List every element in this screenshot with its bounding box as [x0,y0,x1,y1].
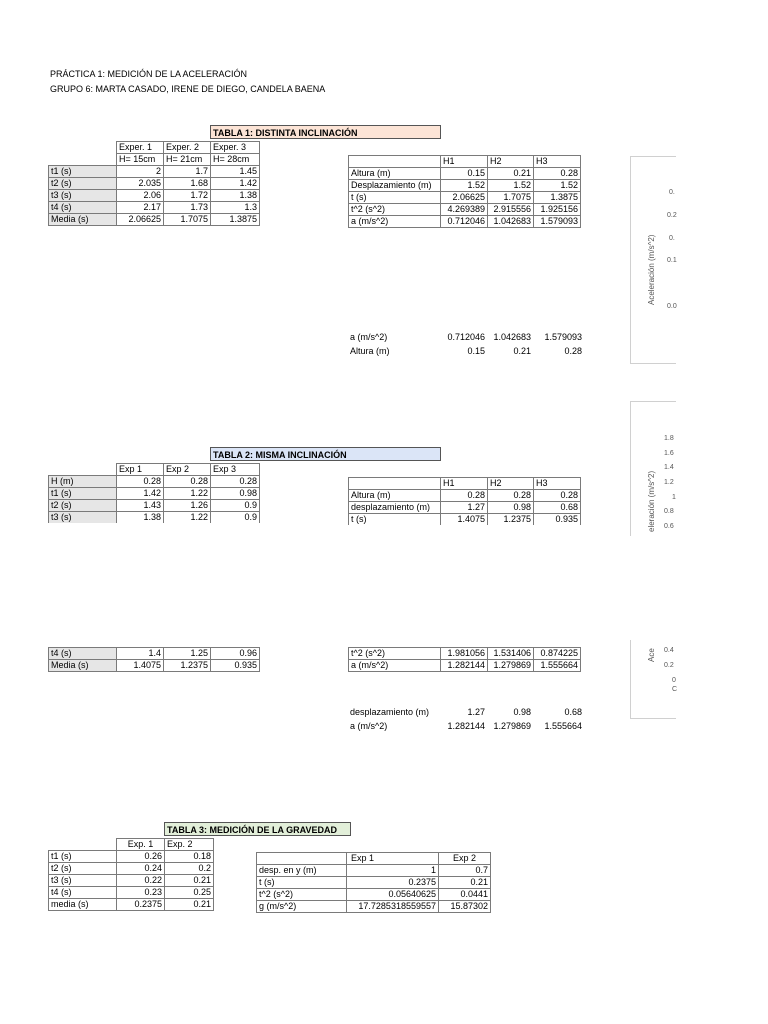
row-label: a (m/s^2) [349,660,441,672]
table-row [49,899,214,911]
list-item [348,330,584,344]
tabla2-calc-table [348,477,581,525]
tabla3-col-2: Exp. 2 [165,839,214,851]
cell: 0.28 [164,476,211,488]
list-item [348,344,584,358]
cell: 2.06625 [441,192,488,204]
row-label: t (s) [349,514,441,526]
chart2-tick: C [672,686,678,693]
calc-col-h2: H2 [488,156,534,168]
tabla1-subheader-row [49,154,260,166]
row-label: desplazamiento (m) [349,502,441,514]
cell: 1.042683 [488,216,534,228]
calc-col-h3: H3 [534,478,581,490]
cell: 1.42 [211,178,260,190]
calc-col-h1: H1 [441,478,488,490]
cell: 1.282144 [447,721,485,731]
table-row [49,648,260,660]
cell: 1.925156 [534,204,581,216]
list-item [348,719,584,733]
tabla2-table [48,463,260,523]
cell: 0.15 [467,346,485,356]
chart1-tick: 0.1 [667,257,677,264]
tabla3-title: TABLA 3: MEDICIÓN DE LA GRAVEDAD [164,822,351,836]
table-row [49,214,260,226]
cell: 0.2375 [117,899,165,911]
cell: 1.22 [164,488,211,500]
table-row [49,488,260,500]
cell: 2.17 [117,202,164,214]
row-label: t3 (s) [49,190,117,202]
cell: 1.27 [467,707,485,717]
chart1-ylabel: Aceleración (m/s^2) [647,234,656,305]
cell: 0.05640625 [347,889,439,901]
cell: 1.38 [117,512,164,524]
tabla1-calc-table [348,155,581,228]
cell: 0.28 [564,346,582,356]
row-label: H (m) [49,476,117,488]
chart2-tick: 0.6 [664,523,674,530]
chart-aceleracion-desplazamiento-cont [630,640,676,719]
row-label: t^2 (s^2) [257,889,347,901]
table-row [257,865,491,877]
cell: 0.935 [211,660,260,672]
tabla2-col-3: Exp 3 [211,464,260,476]
table-row [49,178,260,190]
table-row [349,660,581,672]
chart2-tick: 1 [672,494,676,501]
tabla2-col-2: Exp 2 [164,464,211,476]
row-label: t2 (s) [49,863,117,875]
tabla1-calc-header-row [349,156,581,168]
cell: 0.23 [117,887,165,899]
row-label: t4 (s) [49,202,117,214]
tabla1-sub-2: H= 21cm [164,154,211,166]
row-label: t2 (s) [49,500,117,512]
cell: 0.24 [117,863,165,875]
table-row [49,863,214,875]
row-label: t (s) [257,877,347,889]
row-label: Media (s) [49,214,117,226]
tabla2-col-1: Exp 1 [117,464,164,476]
table-row [257,901,491,913]
table-row [349,514,581,526]
cell: 1.52 [488,180,534,192]
table-row [49,851,214,863]
cell: 0.25 [165,887,214,899]
table-row [49,512,260,524]
chart2-ylabel: eleración (m/s^2) [647,470,656,532]
cell: 1.72 [164,190,211,202]
row-label: t^2 (s^2) [349,648,441,660]
cell: 0.7 [439,865,491,877]
cell: 0.28 [488,490,534,502]
row-label: a (m/s^2) [350,721,388,731]
cell: 17.7285318559557 [347,901,439,913]
row-label: t4 (s) [49,648,117,660]
tabla3-header-row [49,839,214,851]
tabla2-header-row [49,464,260,476]
tabla1-col-2: Exper. 2 [164,142,211,154]
row-label: Altura (m) [349,490,441,502]
tabla2-title: TABLA 2: MISMA INCLINACIÓN [210,447,441,461]
table-row [349,648,581,660]
calc-col-h3: H3 [534,156,581,168]
chart2-tick: 0 [672,677,676,684]
cell: 0.28 [441,490,488,502]
cell: 0.21 [513,346,531,356]
chart-aceleracion-altura [630,156,676,364]
row-label: t1 (s) [49,488,117,500]
cell: 2.915556 [488,204,534,216]
row-label: t4 (s) [49,887,117,899]
cell: 1.555664 [534,660,581,672]
table-row [349,168,581,180]
doc-title: PRÁCTICA 1: MEDICIÓN DE LA ACELERACIÓN [50,69,248,79]
tabla1-sub-1: H= 15cm [117,154,164,166]
table-row [349,502,581,514]
cell: 0.98 [488,502,534,514]
table-row [49,887,214,899]
chart1-tick: 0. [669,189,675,196]
tabla1-header-row [49,142,260,154]
calc-col-h1: H1 [441,156,488,168]
cell: 1.279869 [493,721,531,731]
doc-group: GRUPO 6: MARTA CASADO, IRENE DE DIEGO, CANDELA BAENA [50,84,326,94]
cell: 0.9 [211,500,260,512]
table-row [349,216,581,228]
cell: 2.06 [117,190,164,202]
chart2-tick: 0.2 [664,662,674,669]
chart2-tick: 1.6 [664,450,674,457]
row-label: desplazamiento (m) [350,707,430,717]
row-label: Media (s) [49,660,117,672]
cell: 0.2 [165,863,214,875]
row-label: g (m/s^2) [257,901,347,913]
cell: 1.26 [164,500,211,512]
cell: 0.21 [439,877,491,889]
chart2-tick: 1.2 [664,479,674,486]
table-row [49,476,260,488]
cell: 0.28 [211,476,260,488]
cell: 0.9 [211,512,260,524]
chart2-tick: 0.8 [664,508,674,515]
cell: 1.2375 [164,660,211,672]
table-row [349,180,581,192]
cell: 1.3875 [211,214,260,226]
cell: 1.68 [164,178,211,190]
cell: 0.22 [117,875,165,887]
cell: 1.2375 [488,514,534,526]
chart1-tick: 0. [669,235,675,242]
cell: 1.579093 [534,216,581,228]
tabla3-col-1: Exp. 1 [117,839,165,851]
row-label: t^2 (s^2) [349,204,441,216]
row-label: t3 (s) [49,512,117,524]
tabla3-calc-header-row [257,853,491,865]
cell: 0.28 [117,476,164,488]
cell: 0.28 [534,490,581,502]
tabla2-calc-header-row [349,478,581,490]
tabla1-summary [348,330,584,358]
cell: 0.15 [441,168,488,180]
cell: 0.2375 [347,877,439,889]
cell: 1.52 [534,180,581,192]
row-label: t (s) [349,192,441,204]
row-label: Altura (m) [350,346,390,356]
cell: 1.579093 [544,332,582,342]
chart2-tick: 0.4 [664,647,674,654]
chart2-tick: 1.8 [664,435,674,442]
cell: 0.935 [534,514,581,526]
tabla2-table-cont [48,647,260,672]
cell: 0.21 [165,899,214,911]
table-row [49,190,260,202]
cell: 1.4075 [117,660,164,672]
cell: 1.531406 [488,648,534,660]
cell: 1.7075 [488,192,534,204]
cell: 0.712046 [441,216,488,228]
tabla1-title: TABLA 1: DISTINTA INCLINACIÓN [210,125,441,139]
chart2-tick: 1.4 [664,464,674,471]
cell: 1.3875 [534,192,581,204]
tabla3-calc-table [256,852,491,913]
chart2-ylabel-cont: Ace [647,648,656,662]
cell: 0.96 [211,648,260,660]
cell: 1.42 [117,488,164,500]
cell: 0.21 [488,168,534,180]
table-row [49,166,260,178]
table-row [349,204,581,216]
cell: 0.28 [534,168,581,180]
cell: 0.874225 [534,648,581,660]
cell: 1.981056 [441,648,488,660]
cell: 1.52 [441,180,488,192]
table-row [349,192,581,204]
cell: 1.555664 [544,721,582,731]
row-label: media (s) [49,899,117,911]
cell: 1.27 [441,502,488,514]
cell: 0.98 [211,488,260,500]
cell: 1 [347,865,439,877]
tabla1-col-1: Exper. 1 [117,142,164,154]
table-row [257,877,491,889]
cell: 4.269389 [441,204,488,216]
calc-col-exp1: Exp 1 [347,853,439,865]
chart-aceleracion-desplazamiento [630,401,676,536]
chart1-tick: 0.2 [667,212,677,219]
cell: 0.68 [564,707,582,717]
table-row [49,875,214,887]
row-label: t1 (s) [49,166,117,178]
tabla3-table [48,838,214,911]
cell: 0.68 [534,502,581,514]
table-row [49,202,260,214]
cell: 15.87302 [439,901,491,913]
cell: 0.0441 [439,889,491,901]
row-label: t3 (s) [49,875,117,887]
cell: 1.73 [164,202,211,214]
cell: 1.282144 [441,660,488,672]
calc-col-h2: H2 [488,478,534,490]
cell: 1.38 [211,190,260,202]
cell: 2.035 [117,178,164,190]
cell: 0.21 [165,875,214,887]
row-label: a (m/s^2) [349,216,441,228]
table-row [349,490,581,502]
row-label: t1 (s) [49,851,117,863]
cell: 1.4075 [441,514,488,526]
cell: 0.18 [165,851,214,863]
table-row [49,660,260,672]
cell: 1.7 [164,166,211,178]
row-label: Altura (m) [349,168,441,180]
cell: 1.25 [164,648,211,660]
cell: 1.22 [164,512,211,524]
calc-col-exp2: Exp 2 [439,853,491,865]
cell: 2.06625 [117,214,164,226]
tabla1-col-3: Exper. 3 [211,142,260,154]
cell: 1.042683 [493,332,531,342]
row-label: Desplazamiento (m) [349,180,441,192]
tabla2-summary [348,705,584,733]
cell: 0.26 [117,851,165,863]
tabla1-table [48,141,260,226]
cell: 0.98 [513,707,531,717]
chart1-tick: 0.0 [667,303,677,310]
cell: 1.7075 [164,214,211,226]
cell: 1.43 [117,500,164,512]
tabla2-calc-table-cont [348,647,581,672]
cell: 0.712046 [447,332,485,342]
cell: 1.4 [117,648,164,660]
cell: 1.45 [211,166,260,178]
row-label: t2 (s) [49,178,117,190]
row-label: a (m/s^2) [350,332,388,342]
table-row [49,500,260,512]
row-label: desp. en y (m) [257,865,347,877]
cell: 1.3 [211,202,260,214]
list-item [348,705,584,719]
tabla1-sub-3: H= 28cm [211,154,260,166]
cell: 1.279869 [488,660,534,672]
table-row [257,889,491,901]
cell: 2 [117,166,164,178]
